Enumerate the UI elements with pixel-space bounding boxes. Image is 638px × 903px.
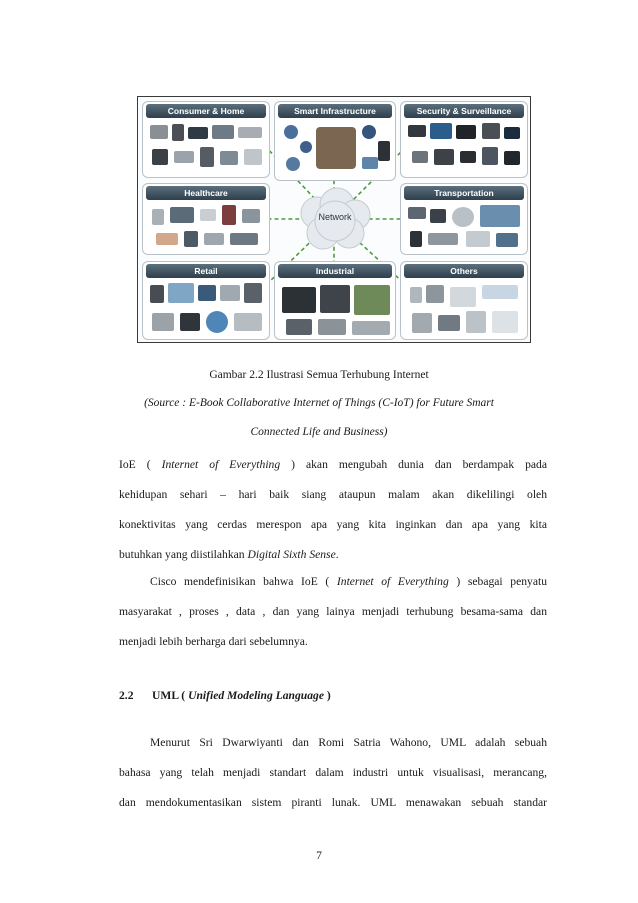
text-line: Cisco mendefinisikan bahwa IoE ( Internet of Everything ) sebagai penyatu	[150, 575, 547, 588]
panel-title: Security & Surveillance	[404, 104, 524, 118]
text-line: konektivitas yang cerdas merespon apa yang kita inginkan dan apa yang kita	[119, 518, 547, 531]
text-line: masyarakat , proses , data , dan yang lainya menjadi terhubung besama-sama dan	[119, 605, 547, 618]
paragraph-uml	[119, 728, 547, 818]
panel-smart-infrastructure	[274, 101, 396, 181]
device-thumbnails	[404, 281, 524, 336]
panel-title: Others	[404, 264, 524, 278]
network-cloud	[293, 185, 377, 255]
panel-transportation	[400, 183, 528, 255]
device-thumbnails	[146, 281, 266, 336]
panel-title: Consumer & Home	[146, 104, 266, 118]
panel-retail	[142, 261, 270, 340]
text-line: kehidupan sehari – hari baik siang ataupun malam akan dikelilingi oleh	[119, 488, 547, 501]
figure-caption: Gambar 2.2 Ilustrasi Semua Terhubung Internet	[209, 369, 429, 381]
text-line: Menurut Sri Dwarwiyanti dan Romi Satria Wahono, UML adalah sebuah	[150, 736, 547, 749]
paragraph-ioe	[119, 450, 547, 570]
device-thumbnails	[404, 121, 524, 174]
device-thumbnails	[278, 121, 392, 177]
text-line: menjadi lebih berharga dari sebelumnya.	[119, 635, 308, 648]
panel-security-surveillance	[400, 101, 528, 178]
text-line: dan mendokumentasikan sistem piranti lunak. UML menawakan sebuah standar	[119, 796, 547, 809]
panel-title: Transportation	[404, 186, 524, 200]
panel-title: Retail	[146, 264, 266, 278]
text-line: bahasa yang telah menjadi standart dalam industri untuk visualisasi, merancang,	[119, 766, 547, 779]
panel-others	[400, 261, 528, 340]
ioe-illustration	[137, 96, 531, 343]
section-number: 2.2	[119, 689, 134, 702]
text-line: IoE ( Internet of Everything ) akan mengubah dunia dan berdampak pada	[119, 458, 547, 471]
section-heading: 2.2 UML ( Unified Modeling Language )	[119, 689, 331, 702]
network-label: Network	[318, 212, 352, 222]
figure-source-line-2: Connected Life and Business)	[250, 426, 388, 438]
paragraph-cisco	[119, 567, 547, 657]
panel-title: Smart Infrastructure	[278, 104, 392, 118]
panel-healthcare	[142, 183, 270, 255]
device-thumbnails	[278, 281, 392, 336]
panel-title: Industrial	[278, 264, 392, 278]
figure-source-line-1: (Source : E-Book Collaborative Internet of Things (C-IoT) for Future Smart	[144, 397, 494, 409]
panel-title: Healthcare	[146, 186, 266, 200]
device-thumbnails	[404, 203, 524, 251]
text-line: butuhkan yang diistilahkan Digital Sixth Sense.	[119, 548, 339, 561]
panel-industrial	[274, 261, 396, 340]
device-thumbnails	[146, 121, 266, 174]
device-thumbnails	[146, 203, 266, 251]
panel-consumer-home	[142, 101, 270, 178]
page-number: 7	[316, 849, 322, 862]
